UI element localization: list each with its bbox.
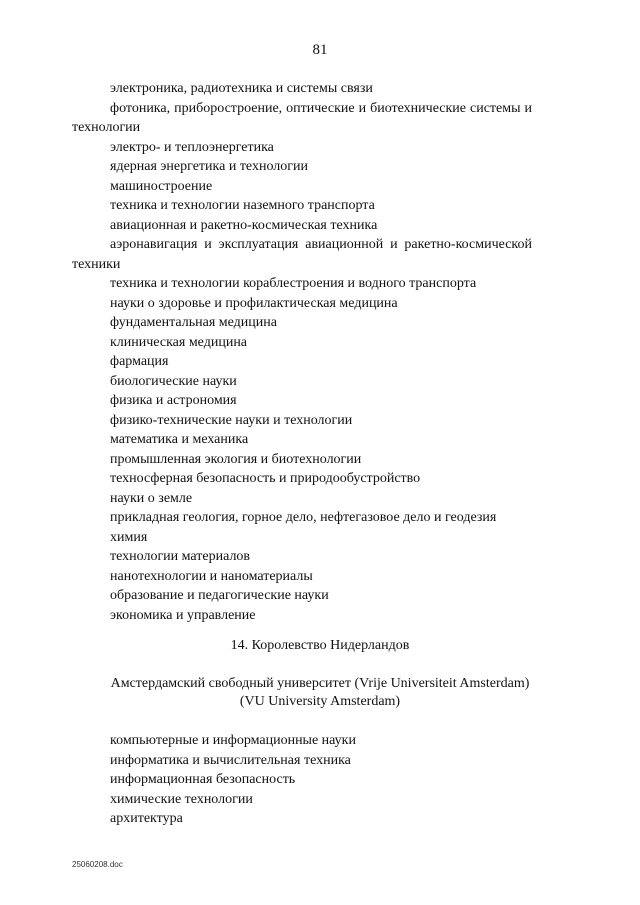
list-item: информатика и вычислительная техника: [110, 752, 351, 768]
list-item: математика и механика: [110, 432, 249, 447]
list-item: фундаментальная медицина: [110, 315, 277, 330]
list-item: компьютерные и информационные науки: [110, 733, 356, 748]
list-item: техника и технологии наземного транспорта: [110, 198, 375, 213]
university-title: [0, 675, 640, 710]
university-name: Амстердамский свободный университет (Vrije Universiteit Amsterdam): [110, 676, 530, 691]
list-item: информационная безопасность: [110, 772, 296, 787]
list-item: машиностроение: [110, 178, 213, 194]
list-item: техника и технологии кораблестроения и водного транспорта: [110, 276, 477, 291]
program-list-vu: [72, 731, 532, 829]
list-item: науки о земле: [110, 490, 193, 506]
list-item: промышленная экология и биотехнологии: [110, 451, 362, 467]
list-item: архитектура: [110, 811, 183, 826]
program-list-continued: [72, 79, 532, 625]
list-item: клиническая медицина: [110, 334, 248, 350]
page-number: 81: [312, 42, 328, 58]
list-item: электроника, радиотехника и системы связи: [110, 81, 373, 96]
list-item: науки о здоровье и профилактическая медицина: [110, 295, 398, 311]
list-item: электро- и теплоэнергетика: [110, 139, 274, 155]
list-item: образование и педагогические науки: [110, 588, 329, 603]
list-item: биологические науки: [110, 373, 237, 389]
list-item: техносферная безопасность и природообустройство: [110, 471, 421, 486]
list-item: нанотехнологии и наноматериалы: [110, 568, 313, 584]
list-item: фармация: [110, 354, 169, 369]
list-item: фотоника, приборостроение, оптические и биотехнические системы и технологии: [72, 100, 532, 135]
list-item: технологии материалов: [110, 549, 251, 564]
list-item: химия: [110, 529, 148, 545]
document-id: 25060208.doc: [72, 860, 123, 869]
list-item: химические технологии: [110, 791, 253, 807]
list-item: аэронавигация и эксплуатация авиационной и ракетно-космической техники: [72, 237, 532, 272]
university-english-name: (VU University Amsterdam): [239, 693, 401, 709]
list-item: авиационная и ракетно-космическая техника: [110, 217, 378, 233]
list-item: ядерная энергетика и технологии: [110, 159, 308, 174]
list-item: физико-технические науки и технологии: [110, 412, 353, 428]
list-item: физика и астрономия: [110, 393, 237, 408]
section-heading: 14. Королевство Нидерландов: [230, 638, 410, 653]
list-item: экономика и управление: [110, 607, 256, 623]
list-item: прикладная геология, горное дело, нефтегазовое дело и геодезия: [110, 510, 497, 525]
